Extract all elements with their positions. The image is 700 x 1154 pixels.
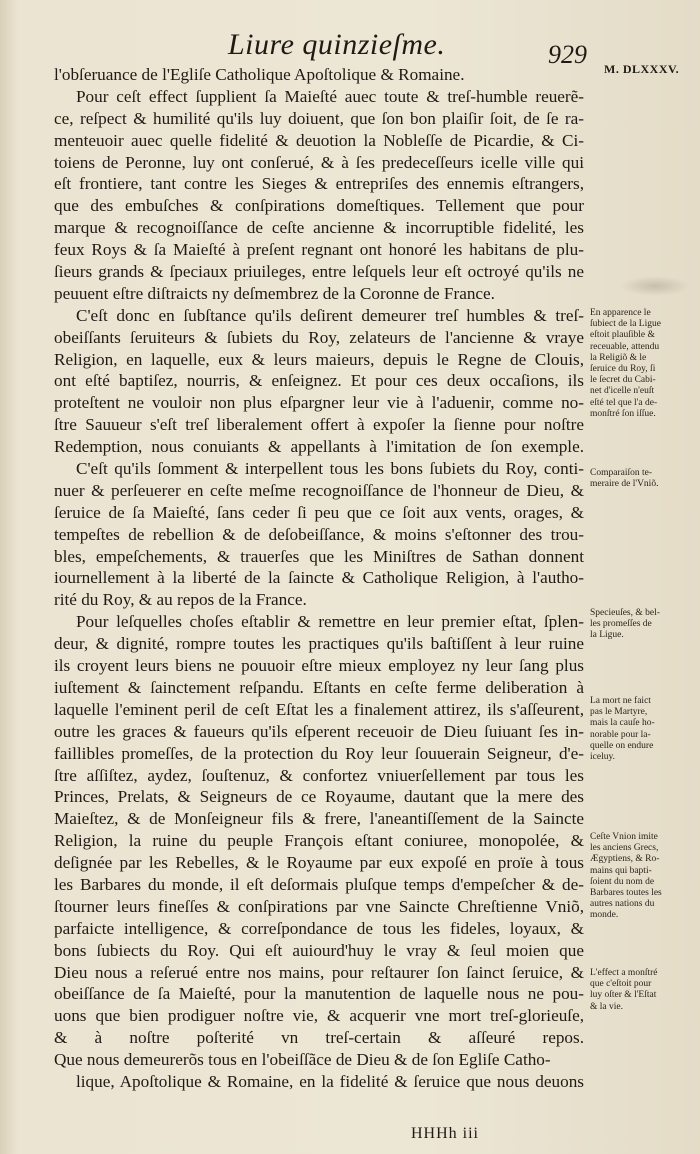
margin-note-line: eſtoit plauſible &	[590, 330, 655, 341]
text-line: & à noſtre poſterité vn treſ-certain & aſſeuré repos.	[54, 1028, 584, 1048]
margin-note-line: L'effect a monſtré	[590, 968, 658, 978]
margin-note-line: & la vie.	[590, 1001, 623, 1012]
margin-note-line: La mort ne faict	[590, 696, 651, 706]
margin-note-line: la Ligue.	[590, 630, 624, 641]
text-line: Pour leſquelles choſes eſtablir & remettre en leur premier eſtat, ſplen-	[76, 612, 584, 632]
margin-note-line: quelle on endure	[590, 740, 654, 751]
text-line: iuſtement & ſainctement reſpandu. Eſtants en ceſte ferme deliberation à	[54, 677, 584, 697]
text-line: Princes, Prelats, & Seigneurs de ce Royaume, dautant que la mere des	[54, 787, 584, 807]
text-line: ſeruice de ſa Maieſté, ſans ceder ſi peu que ce ſoit aux vents, orages, &	[54, 502, 584, 522]
text-line: laquelle l'eminent peril de ceſt Eſtat les a finalement attirez, ils s'aſſeurent,	[54, 699, 584, 719]
margin-note	[590, 832, 690, 922]
page-number: 929	[548, 40, 587, 69]
margin-notes-column	[590, 0, 690, 1154]
text-line: marque & recognoiſſance de ceſte ancienne & incorruptible fidelité, les	[54, 218, 584, 238]
text-line: l'obſeruance de l'Egliſe Catholique Apoſtolique & Romaine.	[54, 65, 465, 84]
margin-note-line: les anciens Grecs,	[590, 843, 659, 854]
margin-note-line: Barbares toutes les	[590, 888, 662, 899]
signature-mark: HHHh iii	[411, 1125, 479, 1142]
margin-note-line: ſubiect de la Ligue	[590, 319, 661, 330]
text-line: Maieſtez, & de Monſeigneur fils & frere, l'aneantiſſement de la Saincte	[54, 809, 584, 829]
text-line: obeiſſance de ſa Maieſté, pour la manutention de laquelle nous ne pou-	[54, 984, 584, 1004]
text-line: eſt frontiere, tant contre les Sieges & entrepriſes des ennemis eſtrangers,	[54, 174, 584, 194]
margin-note	[590, 468, 690, 490]
text-line: que des embuſches & conſpirations domeſtiques. Tellement que pour	[54, 196, 584, 216]
margin-note-line: que c'eſtoit pour	[590, 979, 652, 990]
text-line: nuer & perſeuerer en ceſte meſme recognoiſſance de l'honneur de Dieu, &	[54, 480, 584, 500]
text-line: tempeſtes de rebellion & de deſobeiſſance, & moins s'eſtonner des trou-	[54, 524, 584, 544]
text-line: Religion, en laquelle, eux & leurs maieurs, depuis le Regne de Clouis,	[54, 349, 584, 369]
text-line: ſtourner leurs fineſſes & conſpirations par vne Saincte Chreſtienne Vniõ,	[54, 896, 584, 916]
text-line: toiens de Peronne, luy ont conſerué, & à ſes predeceſſeurs icelle ville qui	[54, 152, 584, 172]
main-text-column	[54, 64, 584, 1093]
text-line: ſieurs grands & ſpeciaux priuileges, entre leſquels leur eſt octroyé qu'ils ne	[54, 262, 584, 282]
text-line: C'eſt qu'ils ſomment & interpellent tous les bons ſubiets du Roy, conti-	[76, 459, 584, 479]
margin-note-line: Specieuſes, & bel-	[590, 608, 660, 618]
text-line: lique, Apoſtolique & Romaine, en la fidelité & ſeruice que nous deuons	[76, 1071, 584, 1091]
margin-note-line: monſtré ſon iſſue.	[590, 408, 656, 419]
text-line: C'eſt donc en ſubſtance qu'ils deſirent demeurer treſ humbles & treſ-	[76, 305, 584, 325]
text-line: uons que bien prodiguer noſtre vie, & acquerir vne mort treſ-glorieuſe,	[54, 1006, 584, 1026]
text-line: Redemption, nous conuiants & appellants à l'imitation de ſon exemple.	[54, 437, 584, 457]
text-line: outre les graces & faueurs qu'ils eſperent receuoir de Dieu ſuiuant ſes in-	[54, 721, 584, 741]
margin-note-line: ſoient du nom de	[590, 876, 655, 887]
text-line: ſtre aſſiſtez, aydez, ſouſtenuz, & confortez vniuerſellement par tous les	[54, 765, 584, 785]
margin-note-line: le ſecret du Cabi-	[590, 375, 656, 386]
text-line: bons ſubiects du Roy. Qui eſt auiourd'huy le vray & ſeul moien que	[54, 940, 584, 960]
text-line: peuuent eſtre diſtraicts ny deſmembrez de la Coronne de France.	[54, 283, 495, 303]
margin-note-line: la Religiõ & le	[590, 352, 647, 363]
text-line: parfaicte intelligence, & correſpondance de tous les fideles, loyaux, &	[54, 918, 584, 938]
margin-note-line: receuable, attendu	[590, 341, 660, 352]
text-line: feux Roys & ſa Maieſté à preſent regnant ont honoré les habitans de plu-	[54, 240, 584, 260]
margin-note-line: pas le Martyre,	[590, 707, 648, 718]
text-line: les Barbares du monde, il eſt deſormais pluſque temps d'empeſcher & de-	[54, 874, 584, 894]
text-line: ce, reſpect & humilité qu'ils luy doiuent, que ſon bon plaiſir ſoit, de ſe ra-	[54, 108, 584, 128]
margin-note-line: Ceſte Vnion imite	[590, 832, 658, 842]
margin-note-line: autres nations du	[590, 899, 655, 910]
margin-note-line: norable pour la-	[590, 729, 651, 740]
text-line: menteuoir auec quelle fidelité & deuotion la Nobleſſe de Picardie, & Ci-	[54, 130, 584, 150]
text-line: iournellement à la liberté de la ſaincte & Catholique Religion, à l'autho-	[54, 568, 584, 588]
margin-note	[590, 696, 690, 763]
margin-note-line: iceluy.	[590, 752, 615, 763]
running-title: Liure quinzieſme.	[228, 28, 446, 61]
margin-note-line: Ægyptiens, & Ro-	[590, 854, 660, 865]
text-line: rité du Roy, & au repos de la France.	[54, 590, 307, 610]
text-line: deſignée par les Rebelles, & le Royaume par eux expoſé en proïe à tous	[54, 853, 584, 873]
margin-note	[590, 308, 690, 420]
margin-note-line: les promeſſes de	[590, 619, 652, 630]
text-line: Religion, la ruine du peuple François eſtant coniuree, monopolée, &	[54, 831, 584, 851]
ink-smudge	[620, 276, 690, 296]
text-line: deur, & dignité, rompre toutes les practiques qu'ils baſtiſſent à leur ruine	[54, 634, 584, 654]
margin-note-line: net d'icelle n'euſt	[590, 386, 655, 397]
text-line: ont eſté baptiſez, nourris, & enſeignez. Et pour ces deux occaſions, ils	[54, 371, 584, 391]
margin-note-line: monde.	[590, 910, 619, 921]
margin-note-line: mais la cauſe ho-	[590, 718, 655, 729]
text-line: ils croyent leurs biens ne pouuoir eſtre mieux employez ny leur ſang plus	[54, 656, 584, 676]
margin-note-line: ſeruice du Roy, ſi	[590, 364, 656, 375]
text-line: Pour ceſt effect ſupplient ſa Maieſté auec toute & treſ-humble reuerẽ-	[76, 86, 584, 106]
margin-note-line: meraire de l'Vniõ.	[590, 479, 659, 490]
text-line: proteſtent ne vouloir non plus eſpargner leur vie à l'aduenir, comme no-	[54, 393, 584, 413]
text-line: obeiſſants ſeruiteurs & ſubiets du Roy, zelateurs de l'ancienne & vraye	[54, 327, 584, 347]
margin-note-line: En apparence le	[590, 308, 651, 318]
margin-note-line: mains qui bapti-	[590, 865, 652, 876]
text-line: faillibles promeſſes, de la protection du Roy leur ſouuerain Seigneur, d'e-	[54, 743, 584, 763]
margin-note	[590, 968, 690, 1013]
text-line: Dieu nous a reſerué entre nos mains, pour reſtaurer ſon ſainct ſeruice, &	[54, 962, 584, 982]
margin-year: M. DLXXXV.	[604, 62, 680, 76]
margin-note-line: eſté tel que l'a de-	[590, 397, 658, 408]
margin-note-line: luy oſter & l'Eſtat	[590, 990, 657, 1001]
text-line: Que nous demeurerõs tous en l'obeiſſãce de Dieu & de ſon Egliſe Catho-	[54, 1050, 551, 1070]
margin-note	[590, 608, 690, 642]
margin-note-line: Comparaiſon te-	[590, 468, 652, 478]
text-line: ſtre Sauueur s'eſt treſ liberalement offert à expoſer la ſienne pour noſtre	[54, 415, 584, 435]
text-line: bles, empeſchements, & trauerſes que les Miniſtres de Sathan donnent	[54, 546, 584, 566]
